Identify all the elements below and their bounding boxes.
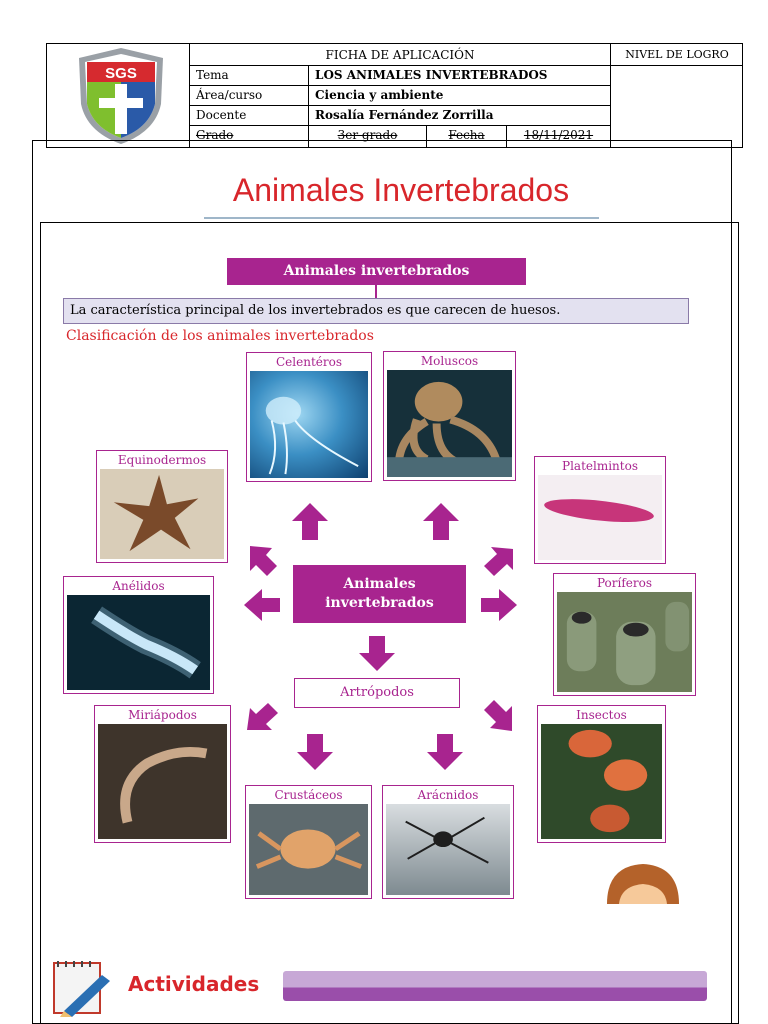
classification-title: Clasificación de los animales invertebrados xyxy=(66,328,374,344)
arrow-left xyxy=(244,589,280,621)
teacher-label: Docente xyxy=(190,106,309,126)
arthropods-label: Artrópodos xyxy=(340,685,414,700)
arrow-up-right xyxy=(423,503,459,540)
teacher-value: Rosalía Fernández Zorrilla xyxy=(309,106,611,126)
center-line-2: invertebrados xyxy=(325,595,434,611)
topic-value: LOS ANIMALES INVERTEBRADOS xyxy=(309,66,611,86)
arrow-right xyxy=(481,589,517,621)
moluscos-label: Moluscos xyxy=(420,354,479,368)
aracnidos-label: Arácnidos xyxy=(417,788,479,802)
area-value: Ciencia y ambiente xyxy=(309,86,611,106)
top-banner: Animales invertebrados xyxy=(227,258,526,285)
arrow-down-aracnidos xyxy=(427,734,463,770)
date-label: Fecha xyxy=(427,126,507,148)
arrow-down-crustaceos xyxy=(297,734,333,770)
area-label: Área/curso xyxy=(190,86,309,106)
definition-box: La característica principal de los invertebrados es que carecen de huesos. xyxy=(63,298,689,324)
arrow-diag-down-right xyxy=(484,700,512,731)
celenteros-label: Celentéros xyxy=(276,355,342,369)
center-line-1: Animales xyxy=(343,576,416,592)
equinodermos-label: Equinodermos xyxy=(117,453,207,467)
notebook-pencil-icon xyxy=(50,955,120,1017)
page-title: Animales Invertebrados xyxy=(232,172,570,208)
arrow-diag-down-left xyxy=(247,703,278,730)
arrow-diag-up-left xyxy=(250,546,277,576)
topic-label: Tema xyxy=(190,66,309,86)
platelmintos-label: Platelmintos xyxy=(562,459,638,473)
activities-bar xyxy=(283,971,707,1001)
logo-text: SGS xyxy=(105,65,137,82)
level-label: NIVEL DE LOGRO xyxy=(611,44,743,66)
grade-value: 3er grado xyxy=(309,126,427,148)
cartoon-kid-illustration xyxy=(603,862,681,904)
poriferos-label: Poríferos xyxy=(596,576,653,590)
arrow-diag-up-right xyxy=(484,547,513,576)
date-value: 18/11/2021 xyxy=(507,126,611,148)
insectos-label: Insectos xyxy=(576,708,627,722)
arrow-up-left xyxy=(292,503,328,540)
form-title: FICHA DE APLICACIÓN xyxy=(190,44,611,66)
miriapodos-label: Miriápodos xyxy=(128,708,197,722)
activities-title: Actividades xyxy=(128,972,260,996)
crustaceos-label: Crustáceos xyxy=(274,788,343,802)
grade-label: Grado xyxy=(190,126,309,148)
arrow-down-center xyxy=(359,636,395,671)
anelidos-label: Anélidos xyxy=(112,579,165,593)
